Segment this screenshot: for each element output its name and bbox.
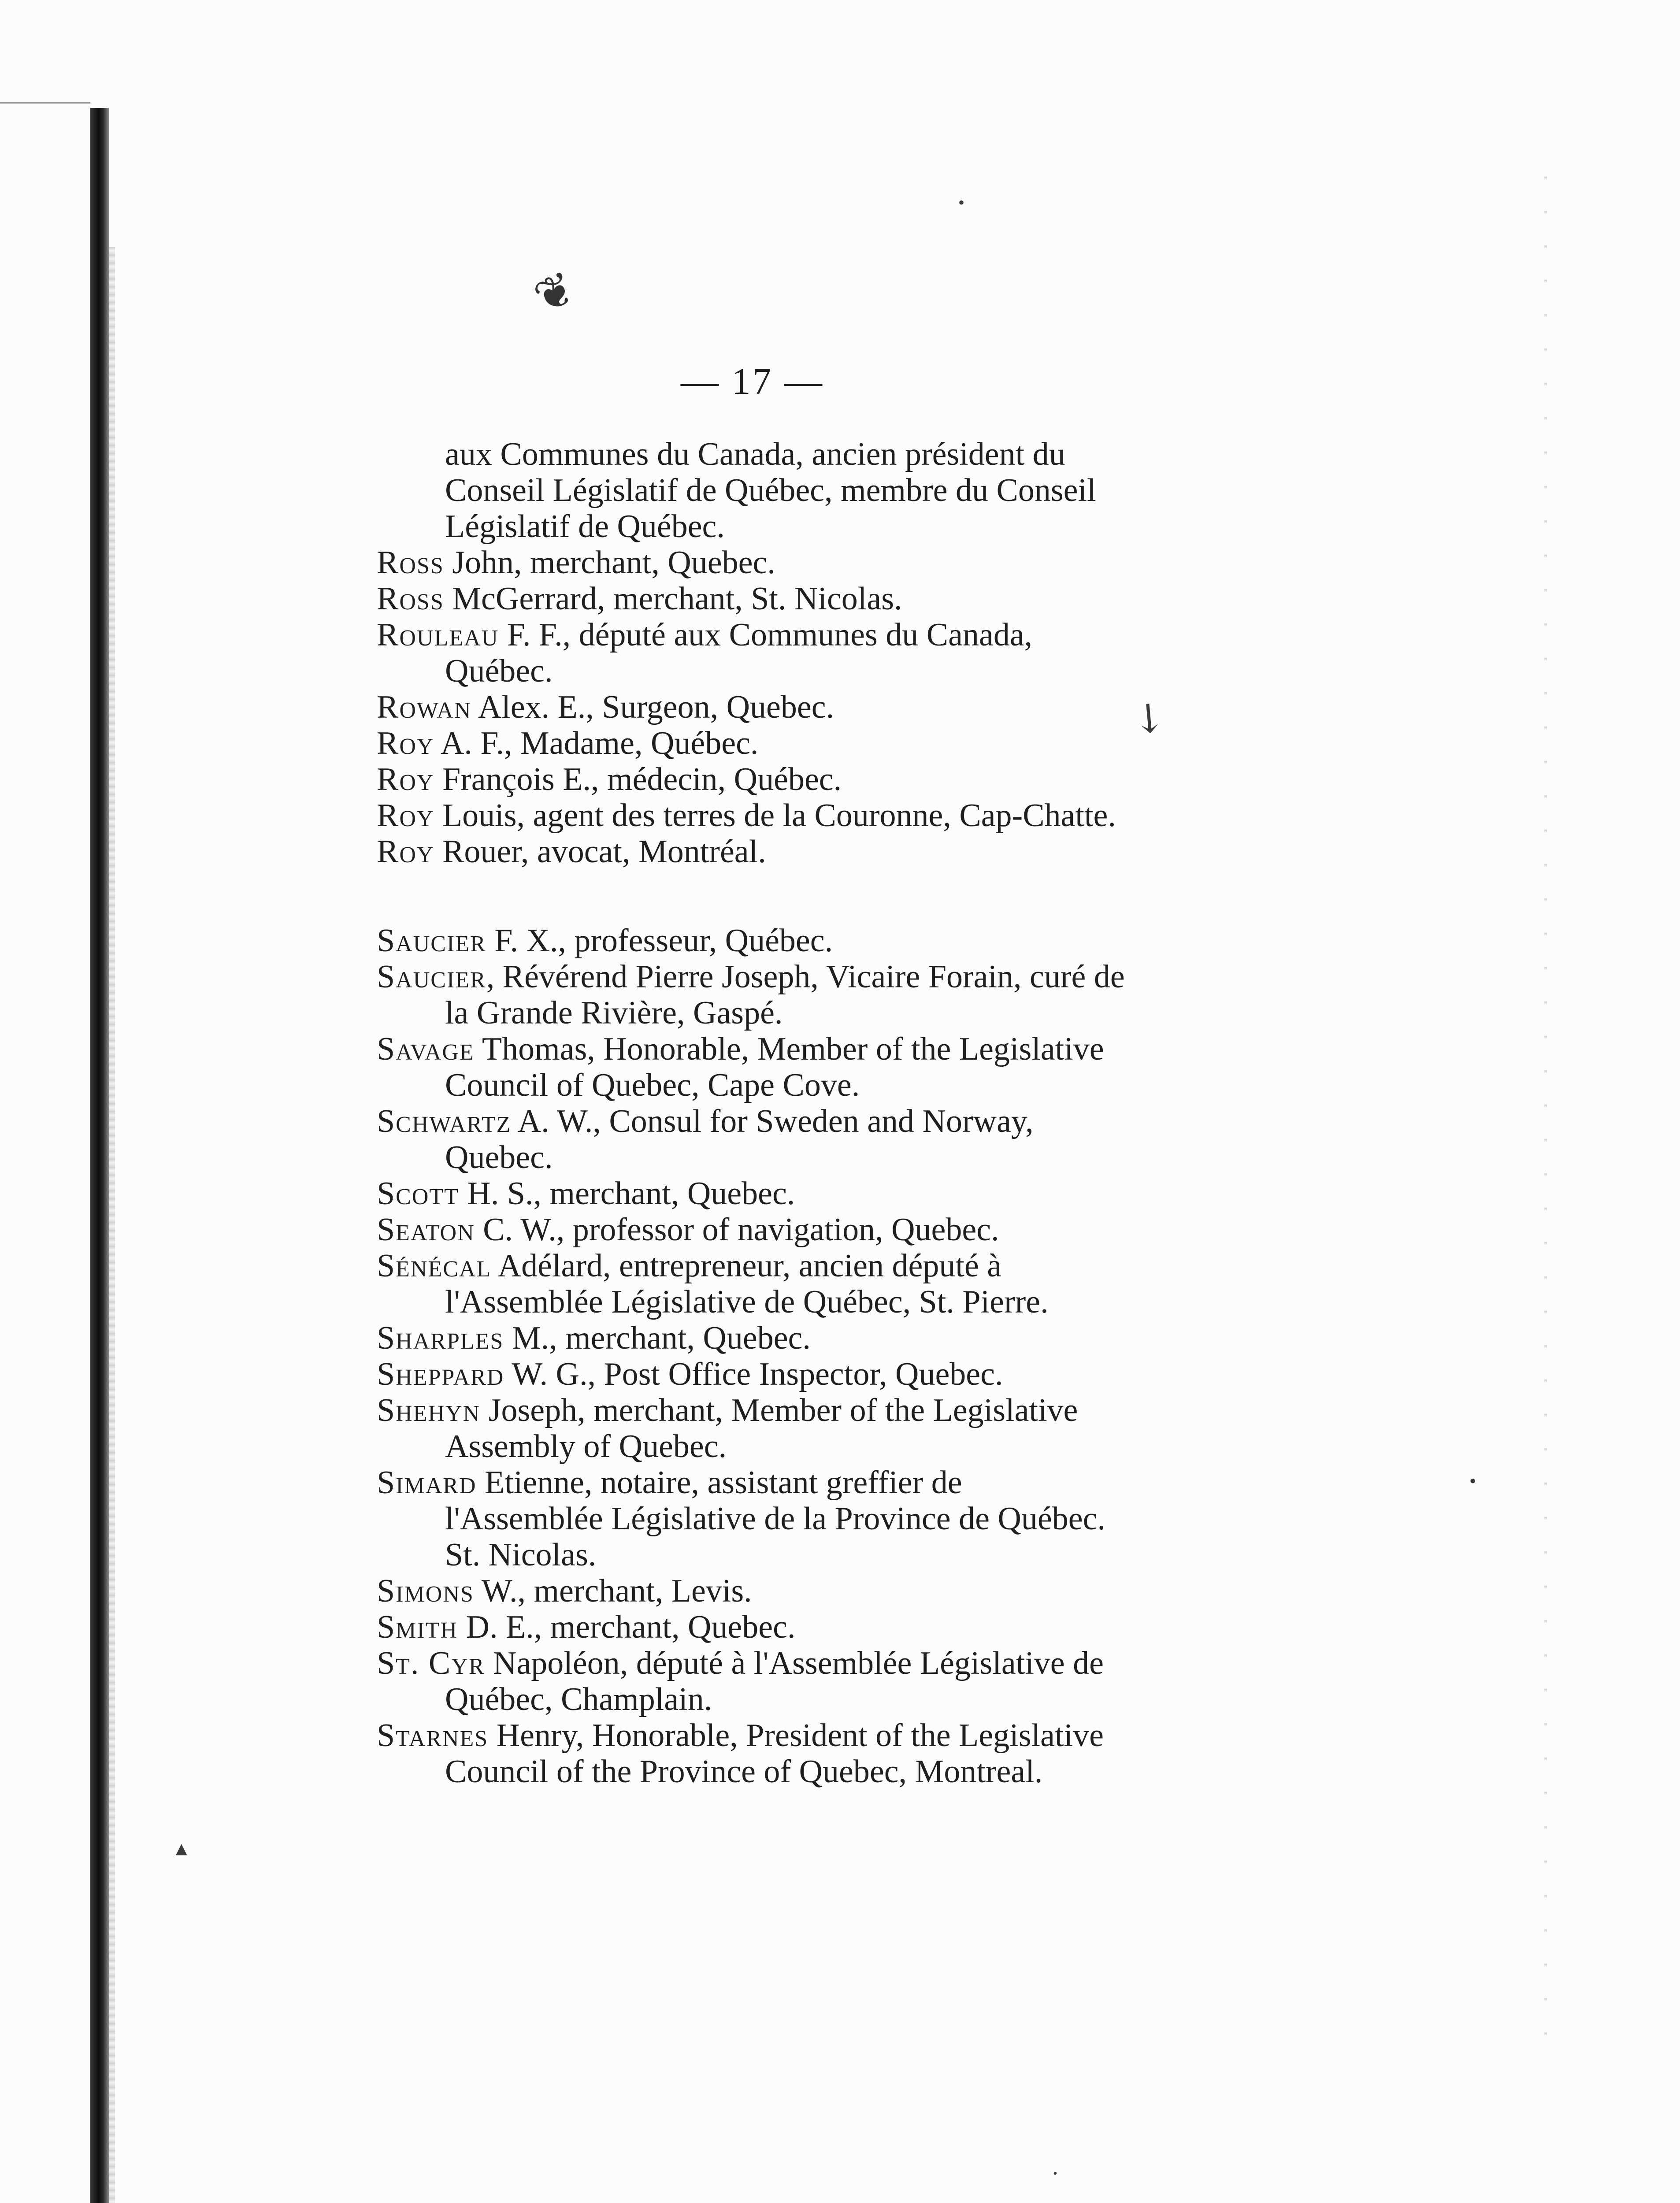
entry-text: W. G., Post Office Inspector, Quebec. (504, 1356, 1003, 1392)
list-item (377, 545, 1126, 581)
entry-surname: Saucier (377, 959, 486, 995)
list-item (377, 834, 1126, 870)
entry-text: Thomas, Honorable, Member of the Legislative Council of Quebec, Cape Cove. (445, 1031, 1104, 1103)
entry-text: M., merchant, Quebec. (504, 1320, 811, 1356)
entry-text: Napoléon, député à l'Assemblée Législative de Québec, Champlain. (445, 1645, 1104, 1717)
entry-text: W., merchant, Levis. (474, 1573, 752, 1609)
entry-text: Rouer, avocat, Montréal. (434, 834, 766, 870)
entry-surname: Simard (377, 1465, 477, 1501)
printer-ornament-icon: ❦ (526, 261, 583, 325)
entry-surname: St. Cyr (377, 1645, 485, 1681)
list-item (377, 761, 1126, 797)
entry-surname: Roy (377, 761, 434, 797)
list-item (377, 581, 1126, 617)
entry-text: F. X., professeur, Québec. (486, 923, 833, 959)
entry-surname: Rouleau (377, 617, 499, 653)
entry-text: , Révérend Pierre Joseph, Vicaire Forain, curé de la Grande Rivière, Gaspé. (445, 959, 1125, 1031)
entry-text: H. S., merchant, Quebec. (459, 1176, 795, 1212)
entry-surname: Smith (377, 1609, 458, 1645)
entry-text: Etienne, notaire, assistant greffier de l'Assemblée Législative de la Province de Québec. St. Nicolas. (445, 1465, 1105, 1573)
entry-text: Joseph, merchant, Member of the Legislative Assembly of Quebec. (445, 1392, 1078, 1465)
entry-surname: Ross (377, 581, 444, 617)
entry-surname: Roy (377, 725, 434, 761)
entry-text: A. W., Consul for Sweden and Norway, Quebec. (445, 1103, 1034, 1176)
list-item (377, 1609, 1126, 1645)
entry-text: C. W., professor of navigation, Quebec. (475, 1212, 999, 1248)
top-rule (0, 102, 90, 104)
list-item (377, 1031, 1126, 1103)
list-item (377, 1103, 1126, 1176)
entry-text: Henry, Honorable, President of the Legislative Council of the Province of Quebec, Montreal. (445, 1717, 1104, 1790)
entry-surname: Roy (377, 797, 434, 834)
entry-surname: Seaton (377, 1212, 475, 1248)
list-item-continuation (377, 436, 1126, 545)
list-item (377, 689, 1126, 725)
ink-speck: • (1053, 2167, 1057, 2181)
entry-text: McGerrard, merchant, St. Nicolas. (444, 581, 902, 617)
list-item (377, 1212, 1126, 1248)
entry-surname: Savage (377, 1031, 475, 1067)
binding-edge-texture (109, 247, 115, 2203)
ink-speck: • (1469, 1470, 1476, 1492)
entry-text: Louis, agent des terres de la Couronne, Cap-Chatte. (434, 797, 1116, 834)
page-number: — 17 — (681, 360, 824, 402)
entry-surname: Sénécal (377, 1248, 492, 1284)
ink-speck: ▲ (172, 1838, 191, 1860)
entry-text: François E., médecin, Québec. (434, 761, 842, 797)
entry-text: John, merchant, Quebec. (444, 545, 775, 581)
list-item (377, 1248, 1126, 1320)
list-item (377, 797, 1126, 834)
entry-surname: Ross (377, 545, 444, 581)
list-item (377, 923, 1126, 959)
entry-text: D. E., merchant, Quebec. (458, 1609, 796, 1645)
list-item (377, 1320, 1126, 1356)
entry-text: aux Communes du Canada, ancien président du Conseil Législatif de Québec, membre du Conseil Législatif de Québec. (445, 436, 1096, 545)
entry-surname: Starnes (377, 1717, 489, 1754)
entry-text: Alex. E., Surgeon, Quebec. (471, 689, 834, 725)
list-item (377, 1645, 1126, 1717)
entry-text: A. F., Madame, Québec. (434, 725, 759, 761)
list-item (377, 959, 1126, 1031)
ink-speck: • (958, 193, 965, 212)
entry-surname: Sharples (377, 1320, 504, 1356)
entry-surname: Shehyn (377, 1392, 481, 1428)
list-item (377, 1717, 1126, 1790)
entry-surname: Saucier (377, 923, 486, 959)
entry-surname: Rowan (377, 689, 472, 725)
list-item (377, 1356, 1126, 1392)
right-edge-speckle (1544, 145, 1547, 2040)
entry-text: Adélard, entrepreneur, ancien député à l'Assemblée Législative de Québec, St. Pierre. (445, 1248, 1049, 1320)
entry-surname: Roy (377, 834, 434, 870)
directory-list (377, 436, 1126, 1790)
list-item (377, 1392, 1126, 1465)
list-item (377, 1176, 1126, 1212)
entry-text: F. F., député aux Communes du Canada, Québec. (445, 617, 1033, 689)
list-item (377, 725, 1126, 761)
list-item (377, 1465, 1126, 1573)
ink-mark: ↘ (1122, 690, 1176, 745)
binding-edge (90, 108, 109, 2203)
list-item (377, 1573, 1126, 1609)
list-item (377, 617, 1126, 689)
entry-surname: Schwartz (377, 1103, 512, 1139)
entry-surname: Simons (377, 1573, 474, 1609)
entry-surname: Scott (377, 1176, 459, 1212)
entry-surname: Sheppard (377, 1356, 504, 1392)
